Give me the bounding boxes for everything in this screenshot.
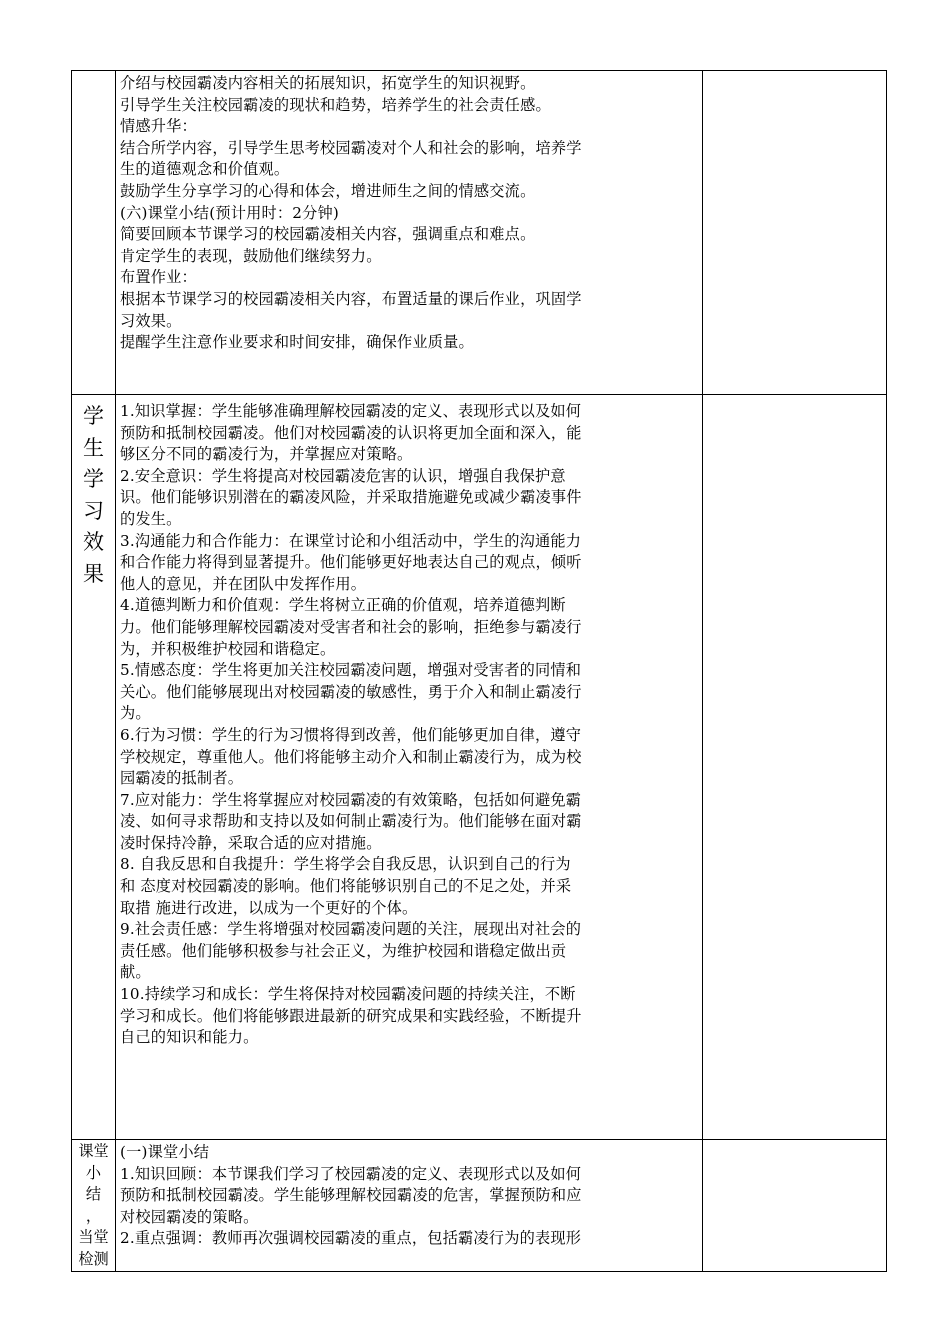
label-char: 小 — [85, 1163, 102, 1182]
text-line: 鼓励学生分享学习的心得和体会，增进师生之间的情感交流。 — [120, 181, 536, 200]
text-line: 对校园霸凌的策略。 — [120, 1207, 259, 1226]
text-line: (六)课堂小结(预计用时：2分钟) — [120, 203, 340, 222]
notes-cell — [703, 395, 887, 1140]
table-row-learning-outcomes — [72, 395, 887, 1140]
text-line: 简要回顾本节课学习的校园霸凌相关内容，强调重点和难点。 — [120, 225, 536, 244]
text-line: 和 态度对校园霸凌的影响。他们将能够识别自己的不足之处，并采 — [120, 877, 572, 896]
text-line: 为，并积极维护校园和谐稳定。 — [120, 639, 336, 658]
table-row-activities — [72, 71, 887, 395]
text-line: 1.知识掌握：学生能够准确理解校园霸凌的定义、表现形式以及如何 — [120, 402, 582, 420]
text-line: 5.情感态度：学生将更加关注校园霸凌问题，增强对受害者的同情和 — [120, 661, 582, 680]
label-char: 习 — [83, 498, 104, 523]
text-line: 学习和成长。他们将能够跟进最新的研究成果和实践经验，不断提升 — [120, 1006, 582, 1025]
text-line: 识。他们能够识别潜在的霸凌风险，并采取措施避免或减少霸凌事件 — [120, 488, 582, 507]
label-char: ， — [85, 1206, 102, 1225]
text-line: (一)课堂小结 — [120, 1143, 210, 1161]
text-line: 2.安全意识：学生将提高对校园霸凌危害的认识，增强自我保护意 — [120, 466, 566, 485]
label-char: 学 — [83, 404, 104, 428]
row-label-learning-outcomes — [72, 395, 116, 1140]
row-label-cell — [72, 71, 116, 395]
text-line: 2.重点强调：教师再次强调校园霸凌的重点，包括霸凌行为的表现形 — [120, 1229, 582, 1248]
text-line: 布置作业： — [120, 268, 197, 287]
learning-outcomes-content — [116, 395, 703, 1140]
text-line: 7.应对能力：学生将掌握应对校园霸凌的有效策略，包括如何避免霸 — [120, 790, 582, 809]
row-label-class-summary — [72, 1140, 116, 1272]
label-char: 生 — [83, 435, 104, 460]
notes-cell — [703, 1140, 887, 1272]
text-line: 为。 — [120, 704, 151, 723]
class-summary-content — [116, 1140, 703, 1272]
text-line: 3.沟通能力和合作能力：在课堂讨论和小组活动中，学生的沟通能力 — [120, 531, 582, 550]
notes-cell — [703, 71, 887, 395]
label-char: 效 — [83, 530, 104, 554]
text-line: 4.道德判断力和价值观：学生将树立正确的价值观，培养道德判断 — [120, 596, 566, 615]
label-char: 当堂 — [78, 1228, 109, 1247]
text-line: 提醒学生注意作业要求和时间安排，确保作业质量。 — [120, 333, 474, 352]
text-line: 学校规定，尊重他人。他们将能够主动介入和制止霸凌行为，成为校 — [120, 747, 582, 766]
text-line: 生的道德观念和价值观。 — [120, 160, 290, 179]
text-line: 的发生。 — [120, 509, 182, 528]
text-line: 园霸凌的抵制者。 — [120, 769, 244, 788]
label-char: 结 — [85, 1185, 102, 1204]
text-line: 和合作能力将得到显著提升。他们能够更好地表达自己的观点，倾听 — [120, 553, 582, 572]
text-line: 取措 施进行改进，以成为一个更好的个体。 — [120, 898, 418, 917]
text-line: 结合所学内容，引导学生思考校园霸凌对个人和社会的影响，培养学 — [120, 138, 582, 157]
text-line: 凌、如何寻求帮助和支持以及如何制止霸凌行为。他们能够在面对霸 — [120, 812, 582, 831]
text-line: 献。 — [120, 963, 151, 982]
text-line: 凌时保持冷静，采取合适的应对措施。 — [120, 833, 382, 852]
text-line: 力。他们能够理解校园霸凌对受害者和社会的影响，拒绝参与霸凌行 — [120, 617, 582, 636]
text-line: 1.知识回顾：本节课我们学习了校园霸凌的定义、表现形式以及如何 — [120, 1164, 582, 1183]
lesson-plan-table — [71, 70, 887, 1272]
label-char: 学 — [83, 467, 104, 491]
text-line: 预防和抵制校园霸凌。他们对校园霸凌的认识将更加全面和深入，能 — [120, 423, 582, 442]
text-line: 引导学生关注校园霸凌的现状和趋势，培养学生的社会责任感。 — [120, 95, 551, 114]
text-line: 肯定学生的表现，鼓励他们继续努力。 — [120, 246, 382, 265]
table-row-class-summary — [72, 1140, 887, 1272]
text-line: 10.持续学习和成长：学生将保持对校园霸凌问题的持续关注，不断 — [120, 985, 576, 1004]
text-line: 他人的意见，并在团队中发挥作用。 — [120, 574, 367, 593]
text-line: 够区分不同的霸凌行为，并掌握应对策略。 — [120, 445, 413, 464]
text-line: 8. 自我反思和自我提升：学生将学会自我反思，认识到自己的行为 — [120, 855, 571, 874]
text-line: 自己的知识和能力。 — [120, 1028, 259, 1047]
text-line: 情感升华： — [120, 117, 197, 136]
activities-content — [116, 71, 703, 395]
text-line: 介绍与校园霸凌内容相关的拓展知识，拓宽学生的知识视野。 — [120, 74, 536, 92]
label-char: 课堂 — [78, 1142, 109, 1160]
text-line: 关心。他们能够展现出对校园霸凌的敏感性，勇于介入和制止霸凌行 — [120, 682, 582, 701]
text-line: 9.社会责任感：学生将增强对校园霸凌问题的关注，展现出对社会的 — [120, 920, 582, 939]
text-line: 6.行为习惯：学生的行为习惯将得到改善，他们能够更加自律，遵守 — [120, 725, 582, 744]
text-line: 预防和抵制校园霸凌。学生能够理解校园霸凌的危害，掌握预防和应 — [120, 1186, 582, 1205]
text-line: 根据本节课学习的校园霸凌相关内容，布置适量的课后作业，巩固学 — [120, 289, 582, 308]
label-char: 果 — [83, 561, 104, 586]
text-line: 习效果。 — [120, 311, 182, 330]
text-line: 责任感。他们能够积极参与社会正义，为维护校园和谐稳定做出贡 — [120, 941, 567, 960]
label-char: 检测 — [78, 1249, 109, 1268]
